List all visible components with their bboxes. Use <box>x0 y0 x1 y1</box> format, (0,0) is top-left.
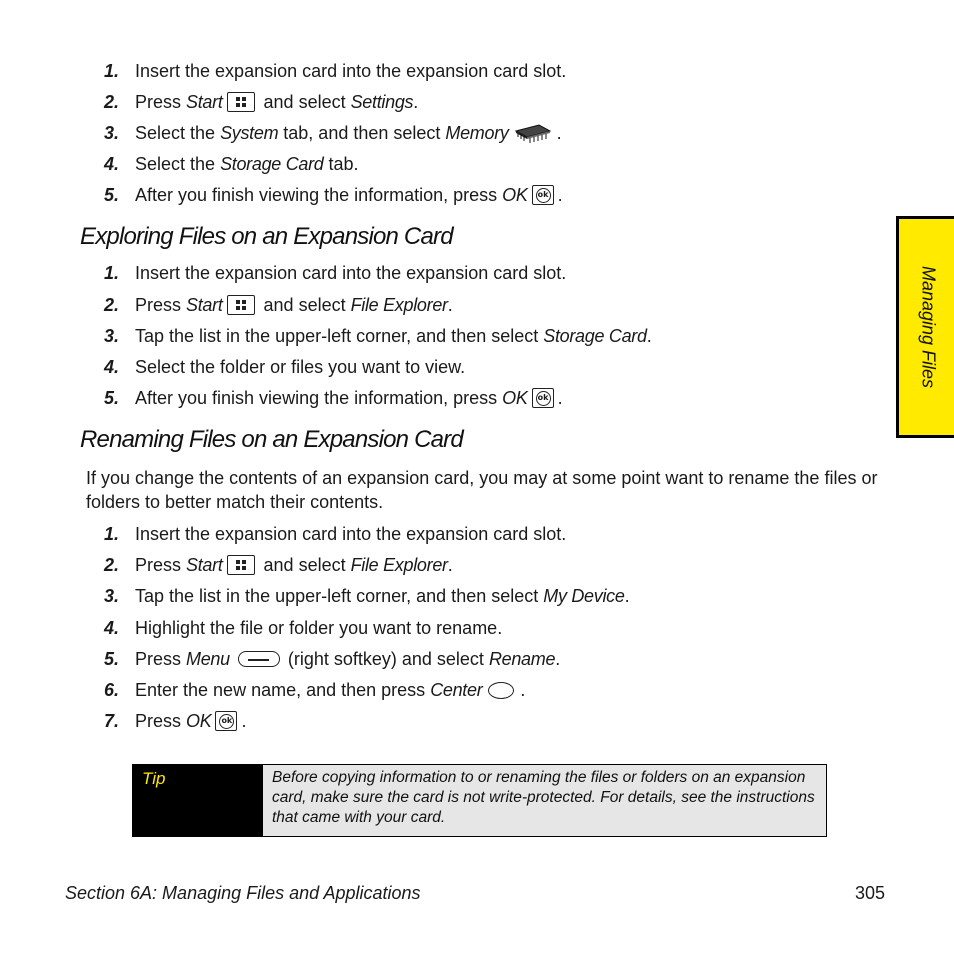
step-2: 2. Press Start and select File Explorer. <box>104 295 453 315</box>
step-7: 7. Press OKok . <box>100 710 246 732</box>
step-4: 4. Select the folder or files you want to view. <box>104 357 466 377</box>
step-4: 4. Select the Storage Card tab. <box>104 154 359 174</box>
step-6: 6. Enter the new name, and then press Center . <box>104 680 526 700</box>
memory-chip-icon <box>513 122 553 144</box>
step-3: 3. Tap the list in the upper-left corner, and then select Storage Card. <box>104 326 652 346</box>
ok-key-icon <box>532 388 554 408</box>
step-1: 1. Insert the expansion card into the expansion card slot. <box>104 263 567 283</box>
step-5: 5. After you finish viewing the information, press OKok . <box>100 387 563 409</box>
step-2: 2. Press Start and select File Explorer. <box>104 555 453 575</box>
ok-key-icon <box>215 711 237 731</box>
step-3: 3. Tap the list in the upper-left corner, and then select My Device. <box>104 586 630 606</box>
tip-label: Tip <box>142 769 166 788</box>
ok-key-icon <box>532 185 554 205</box>
step-5: 5. After you finish viewing the information, press OKok . <box>100 184 563 206</box>
tip-text: Before copying information to or renaming the files or folders on an expansion card, make sure the card is not write-protected. For details, see the instructions that came with your card. <box>272 769 815 826</box>
heading-renaming: Renaming Files on an Expansion Card <box>80 426 463 453</box>
footer-section-title: Section 6A: Managing Files and Applications <box>65 883 421 903</box>
step-3: 3. Select the System tab, and then select Memory . <box>104 123 562 143</box>
renaming-intro: If you change the contents of an expansion card, you may at some point want to rename the files or folders to better match their contents. <box>86 468 878 512</box>
tip-box <box>132 764 827 837</box>
step-1: 1. Insert the expansion card into the expansion card slot. <box>104 524 567 544</box>
step-2: 2. Press Start and select Settings. <box>104 92 419 112</box>
center-key-icon <box>488 682 514 699</box>
windows-start-icon <box>227 555 255 575</box>
step-4: 4. Highlight the file or folder you want to rename. <box>104 618 503 638</box>
step-5: 5. Press Menu (right softkey) and select Rename. <box>104 649 561 669</box>
heading-exploring: Exploring Files on an Expansion Card <box>80 223 453 250</box>
step-1: 1. Insert the expansion card into the expansion card slot. <box>104 61 567 81</box>
page-number: 305 <box>855 883 886 903</box>
softkey-icon <box>238 651 280 667</box>
windows-start-icon <box>227 295 255 315</box>
side-tab-label: Managing Files <box>918 265 939 389</box>
windows-start-icon <box>227 92 255 112</box>
tip-label-cell <box>133 765 263 836</box>
